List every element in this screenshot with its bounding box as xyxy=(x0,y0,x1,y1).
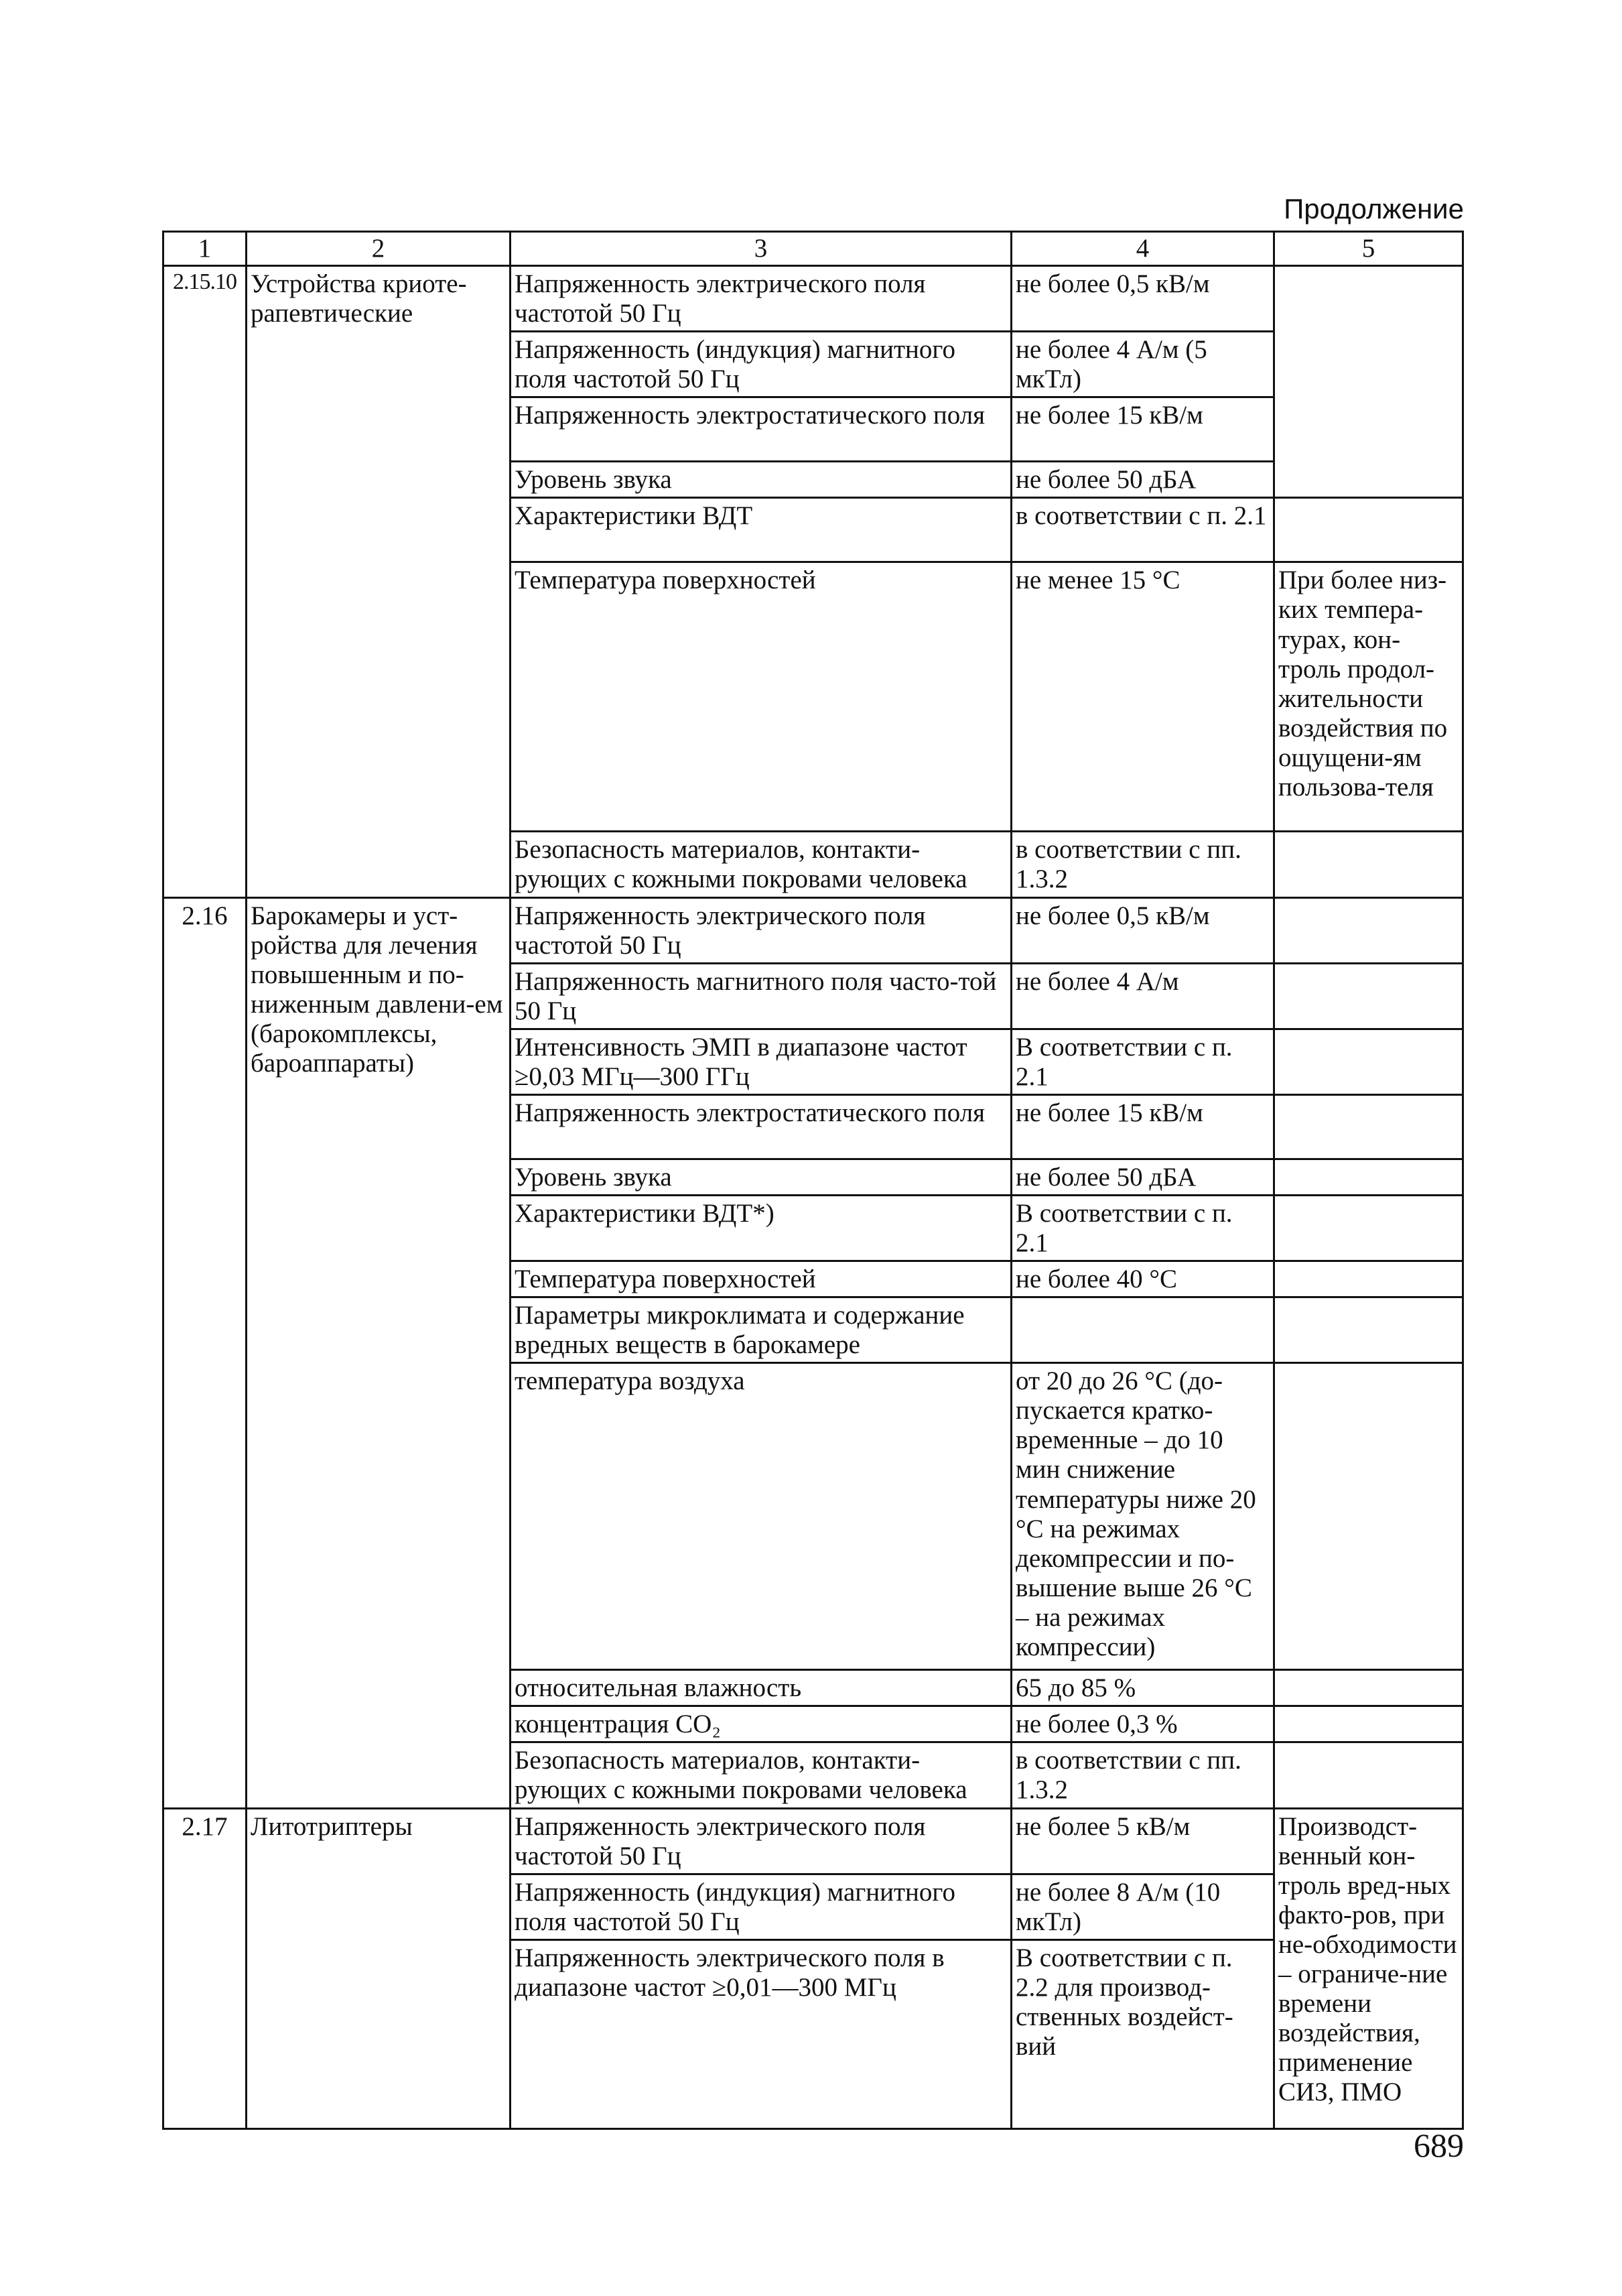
device-name: Барокамеры и уст-ройства для лечения повышенным и по-ниженным давлени-ем (барокомплексы, бароаппараты) xyxy=(247,897,511,1808)
parameter-cell: Напряженность (индукция) магнитного поля частотой 50 Гц xyxy=(511,332,1012,397)
note-cell: Производст-венный кон-троль вред-ных факто-ров, при не-обходимости – ограниче-ние времени воздействия, применение СИЗ, ПМО xyxy=(1274,1808,1463,2128)
note-cell xyxy=(1274,266,1463,498)
column-header-4: 4 xyxy=(1012,232,1274,266)
norm-cell: не более 4 А/м (5 мкТл) xyxy=(1012,332,1274,397)
note-cell xyxy=(1274,1670,1463,1706)
parameter-cell: Напряженность электрического поля частотой 50 Гц xyxy=(511,897,1012,963)
norm-cell: не менее 15 °С xyxy=(1012,562,1274,832)
norm-cell: не более 15 кВ/м xyxy=(1012,1094,1274,1159)
item-number: 2.15.10 xyxy=(163,266,247,897)
parameter-cell: Напряженность электростатического поля xyxy=(511,1094,1012,1159)
column-header-2: 2 xyxy=(247,232,511,266)
parameter-cell: температура воздуха xyxy=(511,1363,1012,1670)
continuation-label: Продолжение xyxy=(1284,193,1464,225)
norm-cell: В соответствии с п. 2.1 xyxy=(1012,1029,1274,1094)
column-header-3: 3 xyxy=(511,232,1012,266)
parameter-cell: Интенсивность ЭМП в диапазоне частот ≥0,03 МГц—300 ГГц xyxy=(511,1029,1012,1094)
parameter-cell: относительная влажность xyxy=(511,1670,1012,1706)
note-cell xyxy=(1274,963,1463,1029)
column-header-1: 1 xyxy=(163,232,247,266)
note-cell xyxy=(1274,1159,1463,1195)
note-cell xyxy=(1274,1094,1463,1159)
column-number-row xyxy=(163,232,1463,266)
item-number: 2.17 xyxy=(163,1808,247,2128)
parameter-cell: Температура поверхностей xyxy=(511,562,1012,832)
parameter-cell: Параметры микроклимата и содержание вредных веществ в барокамере xyxy=(511,1297,1012,1363)
parameter-cell: Уровень звука xyxy=(511,462,1012,498)
parameter-cell: Напряженность электрического поля частотой 50 Гц xyxy=(511,266,1012,332)
norm-cell: не более 50 дБА xyxy=(1012,462,1274,498)
norm-cell: не более 0,5 кВ/м xyxy=(1012,266,1274,332)
item-number: 2.16 xyxy=(163,897,247,1808)
norms-table xyxy=(162,231,1464,2130)
norm-cell: не более 0,3 % xyxy=(1012,1706,1274,1742)
device-name: Литотриптеры xyxy=(247,1808,511,2128)
norm-cell: не более 50 дБА xyxy=(1012,1159,1274,1195)
device-name: Устройства криоте-рапевтические xyxy=(247,266,511,897)
parameter-cell: Температура поверхностей xyxy=(511,1261,1012,1297)
norm-cell: в соответствии с пп. 1.3.2 xyxy=(1012,1742,1274,1808)
note-cell xyxy=(1274,1297,1463,1363)
table-row xyxy=(163,1808,1463,1874)
norm-cell xyxy=(1012,1297,1274,1363)
note-cell xyxy=(1274,1195,1463,1261)
norm-cell: не более 8 А/м (10 мкТл) xyxy=(1012,1874,1274,1939)
note-cell xyxy=(1274,1261,1463,1297)
norm-cell: 65 до 85 % xyxy=(1012,1670,1274,1706)
note-cell xyxy=(1274,897,1463,963)
norm-cell: в соответствии с пп. 1.3.2 xyxy=(1012,832,1274,897)
norm-cell: не более 4 А/м xyxy=(1012,963,1274,1029)
table-row xyxy=(163,266,1463,332)
note-cell xyxy=(1274,832,1463,897)
table-row xyxy=(163,897,1463,963)
parameter-cell: Напряженность электрического поля частотой 50 Гц xyxy=(511,1808,1012,1874)
parameter-cell: Уровень звука xyxy=(511,1159,1012,1195)
parameter-cell: Напряженность (индукция) магнитного поля частотой 50 Гц xyxy=(511,1874,1012,1939)
page-number: 689 xyxy=(1414,2126,1464,2164)
note-cell xyxy=(1274,1742,1463,1808)
parameter-cell: Безопасность материалов, контакти-рующих с кожными покровами человека xyxy=(511,832,1012,897)
norm-cell: не более 5 кВ/м xyxy=(1012,1808,1274,1874)
norm-cell: В соответствии с п. 2.1 xyxy=(1012,1195,1274,1261)
norm-cell: не более 0,5 кВ/м xyxy=(1012,897,1274,963)
note-cell xyxy=(1274,1363,1463,1670)
norm-cell: от 20 до 26 °С (до-пускается кратко-временные – до 10 мин снижение температуры ниже 20 °С на режимах декомпрессии и по-вышение выше 26 °С – на режимах компрессии) xyxy=(1012,1363,1274,1670)
norm-cell: не более 40 °С xyxy=(1012,1261,1274,1297)
norm-cell: в соответствии с п. 2.1 xyxy=(1012,498,1274,562)
note-cell xyxy=(1274,1029,1463,1094)
parameter-cell: Безопасность материалов, контакти-рующих с кожными покровами человека xyxy=(511,1742,1012,1808)
parameter-cell: Напряженность электростатического поля xyxy=(511,397,1012,462)
parameter-cell: Напряженность магнитного поля часто-той 50 Гц xyxy=(511,963,1012,1029)
parameter-cell: Напряженность электрического поля в диапазоне частот ≥0,01—300 МГц xyxy=(511,1939,1012,2128)
note-cell: При более низ-ких темпера-турах, кон-троль продол-жительности воздействия по ощущени-ям пользова-теля xyxy=(1274,562,1463,832)
column-header-5: 5 xyxy=(1274,232,1463,266)
parameter-cell: концентрация CO₂ xyxy=(511,1706,1012,1742)
norm-cell: В соответствии с п. 2.2 для производ-ственных воздейст-вий xyxy=(1012,1939,1274,2128)
parameter-cell: Характеристики ВДТ*) xyxy=(511,1195,1012,1261)
norm-cell: не более 15 кВ/м xyxy=(1012,397,1274,462)
note-cell xyxy=(1274,1706,1463,1742)
parameter-cell: Характеристики ВДТ xyxy=(511,498,1012,562)
note-cell xyxy=(1274,498,1463,562)
